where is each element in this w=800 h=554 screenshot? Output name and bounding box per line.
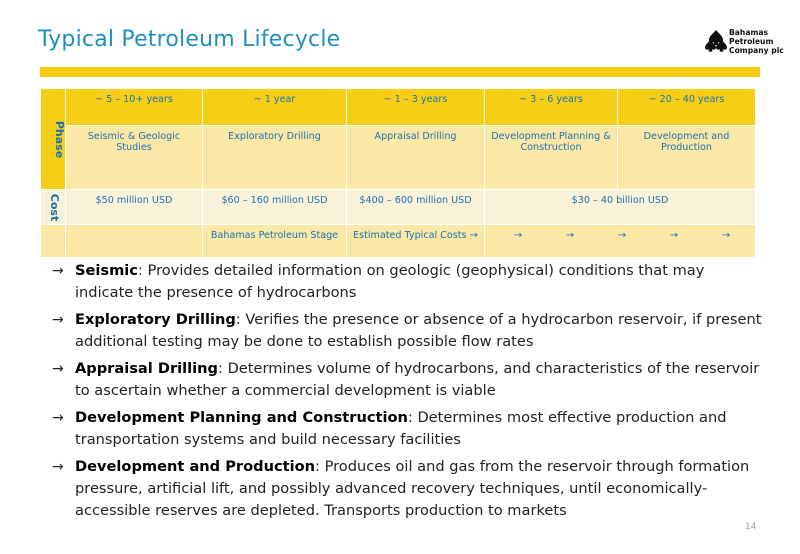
arrow-right-icon: → [52,263,64,279]
page-number: 14 [745,522,757,532]
phase-cell: Appraisal Drilling [347,126,485,190]
duration-cell: ~ 1 – 3 years [347,89,485,126]
bullet-item [52,407,762,451]
duration-row [41,89,756,126]
duration-cell: ~ 5 – 10+ years [66,89,203,126]
arrow-right-icon: → [52,312,64,328]
arrow-right-icon: → [721,230,731,241]
arrow-right-icon: → [669,230,679,241]
cost-cell: $400 – 600 million USD [347,190,485,225]
bullet-text: : Determines volume of hydrocarbons, and characteristics of the reservoir to ascertain whether a commercial development is viable [75,360,760,399]
duration-cell: ~ 20 – 40 years [618,89,756,126]
phase-cell: Development and Production [618,126,756,190]
bullet-item [52,456,762,522]
arrow-cell [485,225,756,258]
stage-note-cell: Bahamas Petroleum Stage [203,225,347,258]
arrow-right-icon: → [513,230,523,241]
bullet-list [52,260,762,527]
arrow-right-icon: → [617,230,627,241]
empty-cell [41,225,66,258]
phase-row [41,126,756,190]
phase-cell: Development Planning & Construction [485,126,618,190]
logo-line-3: Company plc [729,46,784,55]
bullet-term: Seismic [75,262,138,279]
stage-row [41,225,756,258]
duration-cell: ~ 1 year [203,89,347,126]
accent-band [40,67,760,77]
bullet-text: : Determines most effective production and transportation systems and build necessary facilities [75,409,727,448]
arrow-right-icon: → [52,361,64,377]
logo-line-2: Petroleum [729,37,774,46]
cost-cell: $50 million USD [66,190,203,225]
arrow-right-icon: → [52,410,64,426]
duration-cell: ~ 3 – 6 years [485,89,618,126]
bullet-text: : Provides detailed information on geologic (geophysical) conditions that may indicate the presence of hydrocarbons [75,262,705,301]
arrow-right-icon: → [52,459,64,475]
phase-row-label: Phase [41,89,66,190]
bullet-term: Exploratory Drilling [75,311,236,328]
arrow-right-icon: → [565,230,575,241]
empty-cell [66,225,203,258]
company-logo [704,26,784,62]
cost-row-label: Cost [41,190,66,225]
lifecycle-table [40,88,756,258]
page-title: Typical Petroleum Lifecycle [38,27,341,52]
bullet-term: Development and Production [75,458,316,475]
cost-cell: $30 – 40 billion USD [485,190,756,225]
phase-cell: Seismic & Geologic Studies [66,126,203,190]
cost-cell: $60 – 160 million USD [203,190,347,225]
phase-cell: Exploratory Drilling [203,126,347,190]
cost-row [41,190,756,225]
bullet-text: : Verifies the presence or absence of a hydrocarbon reservoir, if present additional testing may be done to establish possible flow rates [75,311,762,350]
logo-line-1: Bahamas [729,28,768,37]
bullet-item [52,260,762,304]
arrow-right-icon: → [469,230,478,241]
bullet-term: Appraisal Drilling [75,360,219,377]
bullet-item [52,309,762,353]
estimated-costs-label: Estimated Typical Costs → [347,225,485,258]
bullet-text: : Produces oil and gas from the reservoir through formation pressure, artificial lift, and possibly advanced recovery techniques, until economically-accessible reserves are depleted. Transports production to markets [75,458,750,519]
bullet-term: Development Planning and Construction [75,409,408,426]
bullet-item [52,358,762,402]
spade-cluster-icon [704,28,728,56]
